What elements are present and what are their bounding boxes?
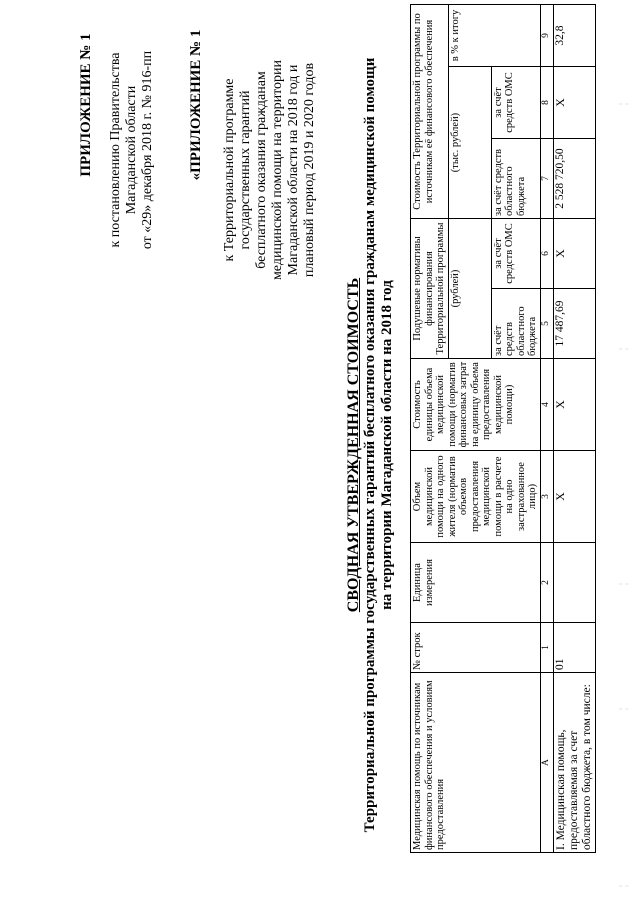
header-per-capita-unit: (рублей) xyxy=(448,219,491,359)
column-number: 7 xyxy=(540,139,553,219)
header-cost-regional: за счёт средств областного бюджета xyxy=(491,139,540,219)
header-care-type: Медицинская помощь по источникам финансового обеспечения и условиям предоставления xyxy=(411,673,541,853)
row-volume: Х xyxy=(553,451,595,543)
row-per-capita-oms: Х xyxy=(553,219,595,289)
program-line: плановый период 2019 и 2020 годов xyxy=(302,62,317,278)
row-unit-cost: Х xyxy=(553,359,595,451)
table-row xyxy=(553,5,595,853)
row-percent: 32,8 xyxy=(553,5,595,67)
program-reference xyxy=(222,15,318,325)
column-number: 2 xyxy=(540,543,553,623)
column-number: 3 xyxy=(540,451,553,543)
scan-mark: ¦ xyxy=(618,707,629,710)
header-cost-unit: (тыс. рублей) xyxy=(448,67,491,219)
column-number: 6 xyxy=(540,219,553,289)
decree-line: к постановлению Правительства xyxy=(108,52,123,248)
table-header-row xyxy=(411,5,449,853)
program-line: государственных гарантий xyxy=(238,90,253,250)
header-program-cost: Стоимость Территориальной программы по источникам её финансового обеспечения xyxy=(411,5,449,219)
subtitle-line: Территориальной программы государственных гарантий бесплатного оказания гражданам медицинской помощи xyxy=(362,57,378,833)
decree-reference xyxy=(108,25,156,275)
decree-line: от «29» декабря 2018 г. № 916-пп xyxy=(140,50,155,250)
program-line: к Территориальной программе xyxy=(222,78,237,262)
row-line-number: 01 xyxy=(553,623,595,673)
column-number: 8 xyxy=(540,67,553,139)
header-per-capita: Подушевые нормативы финансирования Территориальной программы xyxy=(411,219,449,359)
program-line: Магаданской области на 2018 год и xyxy=(286,64,301,276)
scan-mark: ¦ xyxy=(618,102,629,105)
row-per-capita-regional: 17 487,69 xyxy=(553,289,595,359)
column-numbers-row xyxy=(540,5,553,853)
appendix-title-quoted: «ПРИЛОЖЕНИЕ № 1 xyxy=(188,29,204,181)
row-cost-regional: 2 528 720,50 xyxy=(553,139,595,219)
row-care-type: I. Медицинская помощь, предоставляемая за счет областного бюджета, в том числе: xyxy=(553,673,595,853)
header-cost-oms: за счёт средств ОМС xyxy=(491,67,540,139)
appendix-title: ПРИЛОЖЕНИЕ № 1 xyxy=(78,33,94,177)
header-per-capita-regional: за счёт средств областного бюджета xyxy=(491,289,540,359)
scan-mark: ¦ xyxy=(618,347,629,350)
column-number: А xyxy=(540,673,553,853)
program-line: медицинской помощи на территории xyxy=(270,59,285,281)
column-number: 5 xyxy=(540,289,553,359)
subtitle-line: на территории Магаданской области на 2018 год xyxy=(379,280,395,610)
program-line: бесплатного оказания гражданам xyxy=(254,71,269,269)
cost-table xyxy=(410,4,596,853)
header-unit: Единица измерения xyxy=(411,543,541,623)
document-title: СВОДНАЯ УТВЕРЖДЕННАЯ СТОИМОСТЬ xyxy=(345,277,362,613)
header-per-capita-oms: за счёт средств ОМС xyxy=(491,219,540,289)
decree-line: Магаданской области xyxy=(124,85,139,215)
scan-mark: ¦ xyxy=(618,582,629,585)
column-number: 1 xyxy=(540,623,553,673)
header-percent: в % к итогу xyxy=(448,5,540,67)
header-volume: Объем медицинской помощи на одного жителя (норматив объемов предоставления медицинской помощи в расчете на одно застрахованное лицо) xyxy=(411,451,541,543)
document-subtitle xyxy=(362,5,396,885)
header-unit-cost: Стоимость единицы объема медицинской помощи (норматив финансовых затрат на единицу объема предоставления медицинской помощи) xyxy=(411,359,541,451)
scan-mark: ¦ xyxy=(618,884,629,887)
header-line-number: № строк xyxy=(411,623,541,673)
column-number: 9 xyxy=(540,5,553,67)
row-cost-oms: Х xyxy=(553,67,595,139)
column-number: 4 xyxy=(540,359,553,451)
row-unit xyxy=(553,543,595,623)
